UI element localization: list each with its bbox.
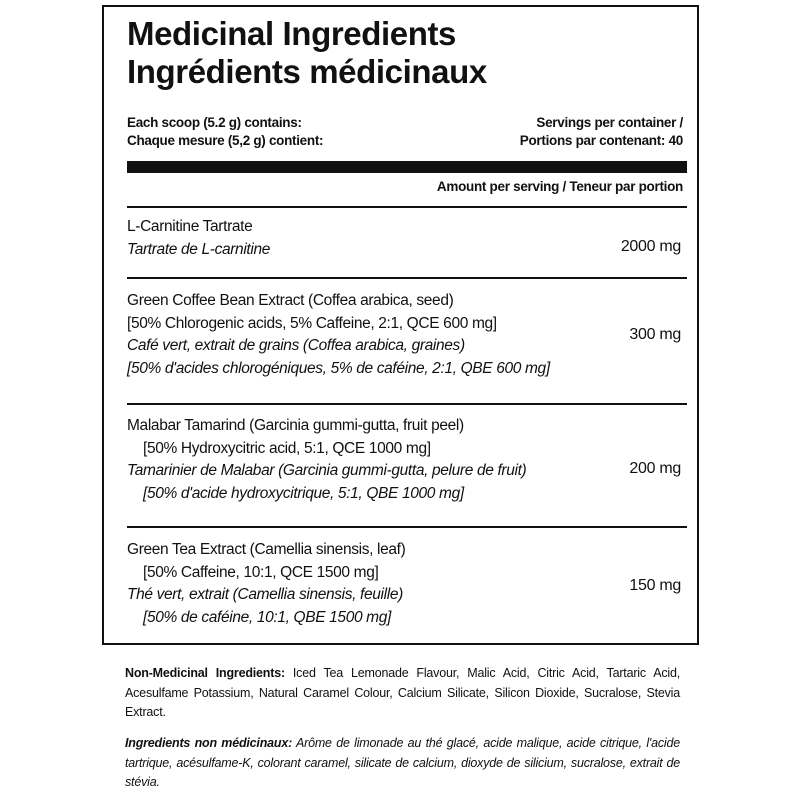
ingredient-name-french: Tamarinier de Malabar (Garcinia gummi-gutta, pelure de fruit) (127, 462, 527, 479)
ingredient-spec-french: [50% d'acide hydroxycitrique, 5:1, QBE 1000 mg] (143, 484, 464, 502)
ingredient-name-english: Malabar Tamarind (Garcinia gummi-gutta, fruit peel) (127, 417, 464, 434)
ingredient-description (127, 216, 270, 261)
non-medicinal-ingredients-french (125, 734, 680, 793)
title-french: Ingrédients médicinaux (127, 53, 487, 90)
ingredient-name-french: Thé vert, extrait (Camellia sinensis, feuille) (127, 586, 403, 603)
ingredient-amount: 150 mg (629, 577, 681, 594)
divider (127, 526, 687, 528)
ingredient-description (127, 415, 526, 505)
serving-size-french: Chaque mesure (5,2 g) contient: (127, 133, 324, 148)
ingredient-spec-english: [50% Caffeine, 10:1, QCE 1500 mg] (143, 563, 379, 581)
divider (127, 403, 687, 405)
ingredient-spec-english: [50% Hydroxycitric acid, 5:1, QCE 1000 mg] (143, 439, 431, 457)
medicinal-ingredients-panel (102, 5, 699, 645)
amount-per-serving-header: Amount per serving / Teneur par portion (436, 179, 683, 194)
servings-per-container-english: Servings per container / (536, 115, 683, 130)
ingredient-name-english: Green Coffee Bean Extract (Coffea arabica, seed) (127, 292, 454, 309)
ingredient-name-english: Green Tea Extract (Camellia sinensis, leaf) (127, 541, 406, 558)
title-english: Medicinal Ingredients (127, 15, 456, 52)
ingredient-amount: 200 mg (629, 460, 681, 477)
divider (127, 206, 687, 208)
serving-size-info (127, 114, 323, 150)
ingredient-spec-english: [50% Chlorogenic acids, 5% Caffeine, 2:1, QCE 600 mg] (127, 314, 497, 332)
non-medicinal-label-french: Ingredients non médicinaux: (125, 736, 293, 750)
ingredient-amount: 300 mg (629, 326, 681, 343)
ingredient-name-english: L-Carnitine Tartrate (127, 218, 253, 235)
ingredient-spec-french: [50% de caféine, 10:1, QBE 1500 mg] (143, 608, 391, 626)
divider (127, 277, 687, 279)
thick-divider (127, 161, 687, 173)
non-medicinal-ingredients-english (125, 664, 680, 723)
non-medicinal-text-english: Iced Tea Lemonade Flavour, Malic Acid, Citric Acid, Tartaric Acid, Acesulfame Potassium, Natural Caramel Colour, Calcium Silicate, Silicon Dioxide, Sucralose, Stevia Extract. (125, 666, 680, 719)
ingredient-name-french: Tartrate de L-carnitine (127, 240, 271, 258)
ingredient-spec-french: [50% d'acides chlorogéniques, 5% de caféine, 2:1, QBE 600 mg] (127, 359, 550, 377)
servings-per-container-french: Portions par contenant: 40 (519, 133, 683, 148)
ingredient-name-french: Café vert, extrait de grains (Coffea arabica, graines) (127, 337, 465, 354)
ingredient-description (127, 539, 405, 629)
serving-size-english: Each scoop (5.2 g) contains: (127, 115, 302, 130)
non-medicinal-label-english: Non-Medicinal Ingredients: (125, 666, 285, 680)
servings-per-container-info (520, 114, 683, 150)
ingredient-description (127, 290, 550, 380)
non-medicinal-text-french: Arôme de limonade au thé glacé, acide malique, acide citrique, l'acide tartrique, acésulfame-K, colorant caramel, silicate de calcium, dioxyde de silicium, sucralose, extrait de stévia. (125, 736, 681, 789)
ingredient-amount: 2000 mg (620, 238, 681, 255)
